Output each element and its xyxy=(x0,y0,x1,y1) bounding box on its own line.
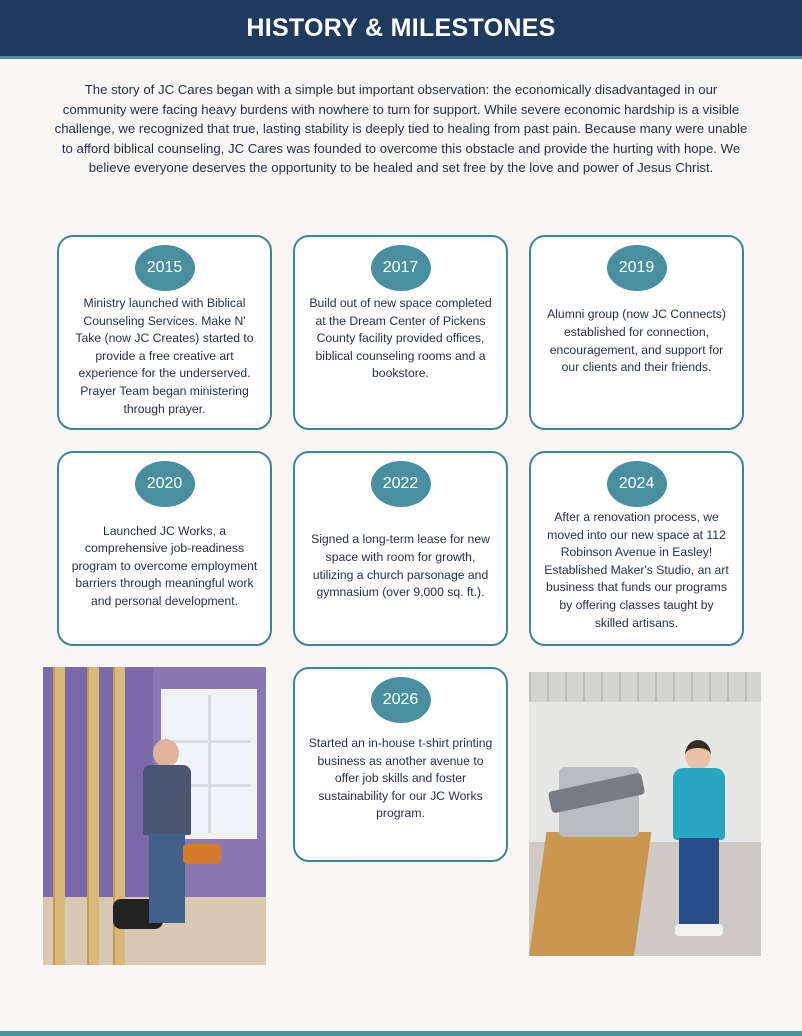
milestone-year-badge: 2017 xyxy=(371,245,431,291)
milestone-description: Ministry launched with Biblical Counseling Services. Make N' Take (now JC Creates) started to provide a free creative art experience for the underserved. Prayer Team began ministering through prayer. xyxy=(75,296,254,416)
milestone-year-badge: 2026 xyxy=(371,677,431,723)
milestone-description: Alumni group (now JC Connects) established for connection, encouragement, and support for our clients and their friends. xyxy=(547,307,726,375)
milestone-year-badge: 2020 xyxy=(135,461,195,507)
milestone-description: Started an in-house t-shirt printing business as another avenue to offer job skills and foster sustainability for our JC Works program. xyxy=(308,736,493,821)
footer-divider xyxy=(0,1031,802,1036)
milestone-year-badge: 2022 xyxy=(371,461,431,507)
milestone-card-2026 xyxy=(293,667,508,862)
milestone-card-2015 xyxy=(57,235,272,430)
milestone-card-2020 xyxy=(57,451,272,646)
milestone-year-badge: 2015 xyxy=(135,245,195,291)
milestone-description: Build out of new space completed at the Dream Center of Pickens County facility provided offices, biblical counseling rooms and a bookstore. xyxy=(309,296,492,381)
heat-press-photo xyxy=(529,672,761,956)
milestone-description: After a renovation process, we moved into our new space at 112 Robinson Avenue in Easley! Established Maker's Studio, an art business that funds our programs by offering classes taught by skilled artisans. xyxy=(544,510,729,630)
milestone-card-2017 xyxy=(293,235,508,430)
page-header xyxy=(0,0,802,59)
milestone-card-2019 xyxy=(529,235,744,430)
milestone-description: Signed a long-term lease for new space with room for growth, utilizing a church parsonage and gymnasium (over 9,000 sq. ft.). xyxy=(311,532,490,600)
intro-paragraph: The story of JC Cares began with a simple but important observation: the economically disadvantaged in our community were facing heavy burdens with nowhere to turn for support. While severe economic hardship is a visible challenge, we recognized that true, lasting stability is deeply tied to healing from past pain. Because many were unable to afford biblical counseling, JC Cares was founded to overcome this obstacle and provide the hurting with hope. We believe everyone deserves the opportunity to be healed and set free by the love and power of Jesus Christ. xyxy=(54,82,748,176)
milestone-card-2024 xyxy=(529,451,744,646)
milestone-year-badge: 2024 xyxy=(607,461,667,507)
volunteer-construction-photo xyxy=(43,667,266,965)
page-title: HISTORY & MILESTONES xyxy=(246,13,556,42)
milestone-card-2022 xyxy=(293,451,508,646)
milestone-year-badge: 2019 xyxy=(607,245,667,291)
milestone-description: Launched JC Works, a comprehensive job-readiness program to overcome employment barriers through meaningful work and personal development. xyxy=(71,523,258,608)
